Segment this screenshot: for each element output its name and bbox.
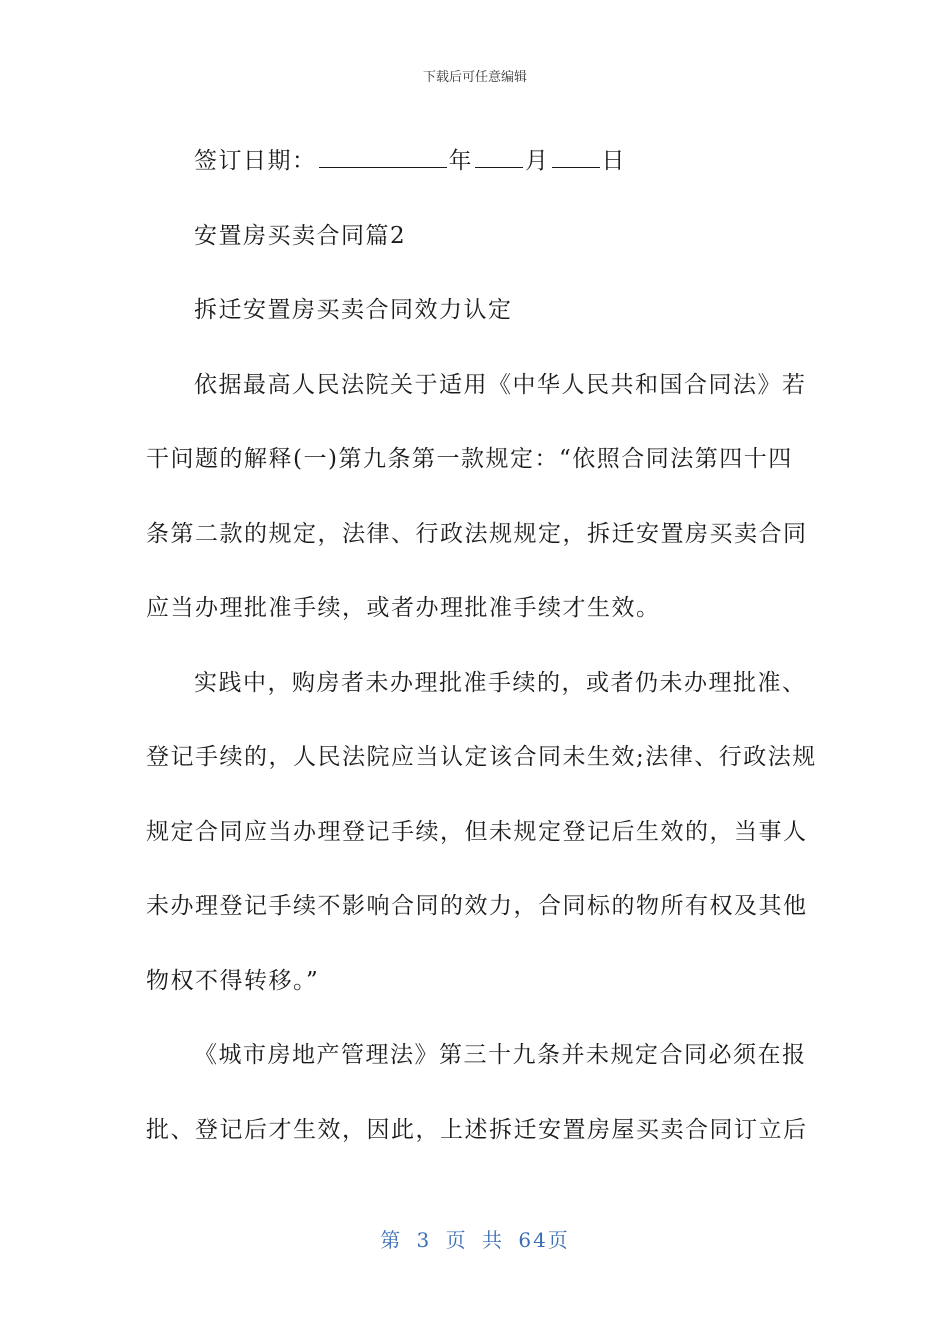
document-body	[146, 124, 817, 1167]
day-blank	[552, 145, 600, 168]
paragraph-line: 未办理登记手续不影响合同的效力，合同标的物所有权及其他	[146, 893, 808, 919]
month-label: 月	[525, 148, 550, 174]
header-note: 下载后可任意编辑	[422, 70, 527, 85]
paragraph-line: 物权不得转移。”	[146, 967, 320, 994]
total-pages: 64页	[518, 1228, 570, 1252]
year-label: 年	[448, 148, 473, 174]
paragraph-line: 批、登记后才生效，因此，上述拆迁安置房屋买卖合同订立后	[146, 1116, 808, 1143]
paragraph-line: 干问题的解释(一)第九条第一款规定：“依照合同法第四十四	[146, 446, 793, 472]
page-footer	[0, 1224, 950, 1253]
paragraph-line: 依据最高人民法院关于适用《中华人民共和国合同法》若	[194, 371, 807, 398]
section-title: 安置房买卖合同篇2	[194, 222, 407, 249]
month-blank	[475, 145, 523, 168]
paragraph-line: 应当办理批准手续，或者办理批准手续才生效。	[146, 595, 661, 621]
paragraph-line: 《城市房地产管理法》第三十九条并未规定合同必须在报	[194, 1042, 807, 1068]
current-page-number: 3	[416, 1228, 432, 1252]
footer-middle: 页 共	[445, 1228, 504, 1252]
signing-date-line	[146, 124, 806, 199]
paragraph-line: 规定合同应当办理登记手续，但未规定登记后生效的，当事人	[146, 818, 808, 845]
footer-prefix: 第	[380, 1228, 403, 1252]
year-blank	[319, 145, 447, 168]
subsection-title: 拆迁安置房买卖合同效力认定	[194, 297, 513, 323]
paragraph-line: 条第二款的规定，法律、行政法规规定，拆迁安置房买卖合同	[146, 520, 808, 547]
day-label: 日	[601, 148, 626, 174]
paragraph-line: 实践中，购房者未办理批准手续的，或者仍未办理批准、	[194, 669, 807, 696]
paragraph-line: 登记手续的，人民法院应当认定该合同未生效;法律、行政法规	[146, 744, 817, 770]
signing-date-label: 签订日期：	[194, 148, 317, 174]
